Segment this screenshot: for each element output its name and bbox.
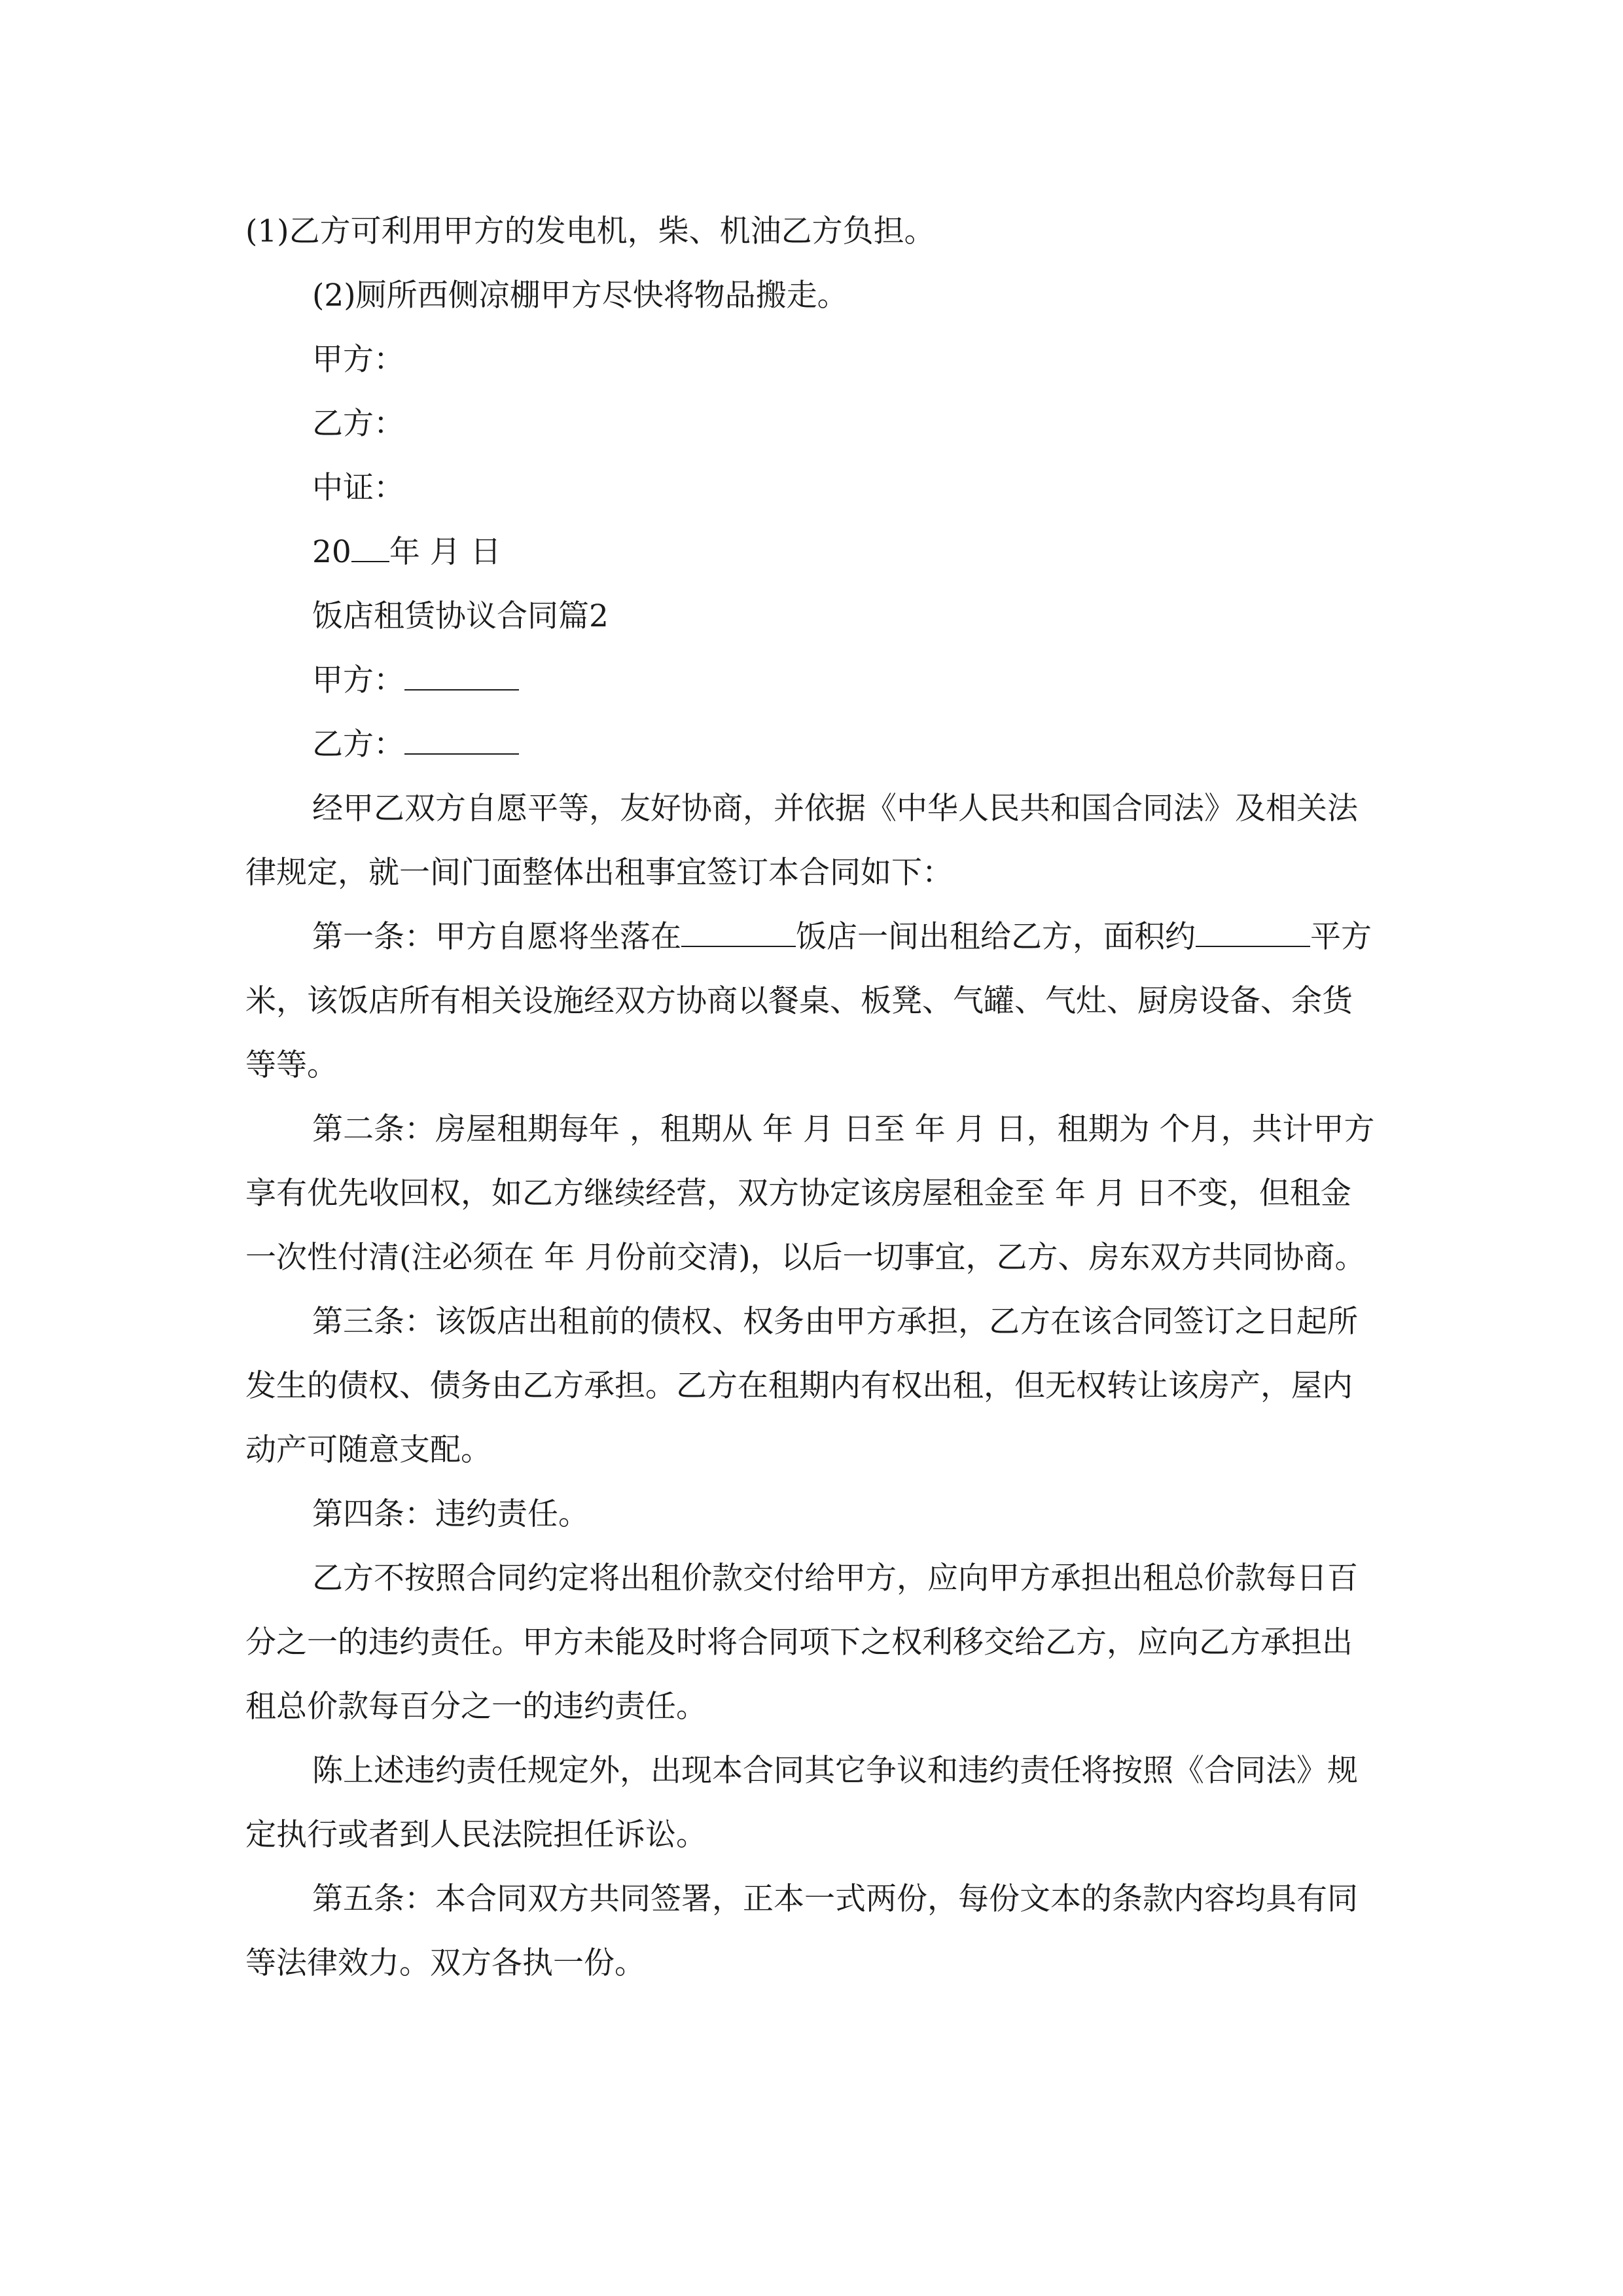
- location-blank: [681, 918, 796, 947]
- clause-2: (2)厕所西侧凉棚甲方尽快将物品搬走。: [312, 278, 848, 314]
- signature-witness: 中证：: [312, 470, 404, 506]
- party-b-blank: [404, 726, 519, 755]
- article-2: 第二条：房屋租期每年 ，租期从 年 月 日至 年 月 日，租期为 个月，共计甲方享有优先收回权，如乙方继续经营，双方协定该房屋租金至 年 月 日不变，但租金一次性付清(注必须在 年 月份前交清)，以后一切事宜，乙方、房东双方共同协商。: [245, 1111, 1375, 1276]
- document-body: [245, 200, 1381, 1996]
- party-a-blank: [404, 662, 519, 691]
- date-suffix: 年 月 日: [389, 534, 501, 570]
- date-line: [245, 520, 1381, 584]
- year-blank: [351, 533, 389, 562]
- article-1-part3: 平方米，该饭店所有相关设施经双方协商以餐桌、板凳、气罐、气灶、厨房设备、余货等等。: [245, 919, 1372, 1083]
- section-title: 饭店租赁协议合同篇2: [312, 598, 609, 634]
- article-3: 第三条：该饭店出租前的债权、权务由甲方承担，乙方在该合同签订之日起所发生的债权、债务由乙方承担。乙方在租期内有权出租，但无权转让该房产，屋内动产可随意支配。: [245, 1304, 1358, 1468]
- article-4-title: 第四条：违约责任。: [312, 1496, 589, 1532]
- party-a-label: 甲方：: [312, 662, 404, 698]
- article-4-extra: 陈上述违约责任规定外，出现本合同其它争议和违约责任将按照《合同法》规定执行或者到人民法院担任诉讼。: [245, 1753, 1358, 1853]
- article-1: [245, 905, 1381, 1098]
- signature-party-b: 乙方：: [312, 406, 404, 442]
- signature-party-a: 甲方：: [312, 342, 404, 378]
- party-b-line: [245, 713, 1381, 777]
- date-prefix: 20: [312, 534, 351, 570]
- article-4-body: 乙方不按照合同约定将出租价款交付给甲方，应向甲方承担出租总价款每日百分之一的违约责任。甲方未能及时将合同项下之权利移交给乙方，应向乙方承担出租总价款每百分之一的违约责任。: [245, 1560, 1358, 1725]
- party-a-line: [245, 649, 1381, 713]
- area-blank: [1196, 918, 1310, 947]
- intro-paragraph: 经甲乙双方自愿平等，友好协商，并依据《中华人民共和国合同法》及相关法律规定，就一间门面整体出租事宜签订本合同如下：: [245, 791, 1358, 891]
- article-5: 第五条：本合同双方共同签署，正本一式两份，每份文本的条款内容均具有同等法律效力。双方各执一份。: [245, 1881, 1358, 1981]
- party-b-label: 乙方：: [312, 726, 404, 762]
- article-1-part2: 饭店一间出租给乙方，面积约: [796, 919, 1196, 955]
- clause-1: (1)乙方可利用甲方的发电机，柴、机油乙方负担。: [245, 213, 935, 249]
- article-1-part1: 第一条：甲方自愿将坐落在: [312, 919, 681, 955]
